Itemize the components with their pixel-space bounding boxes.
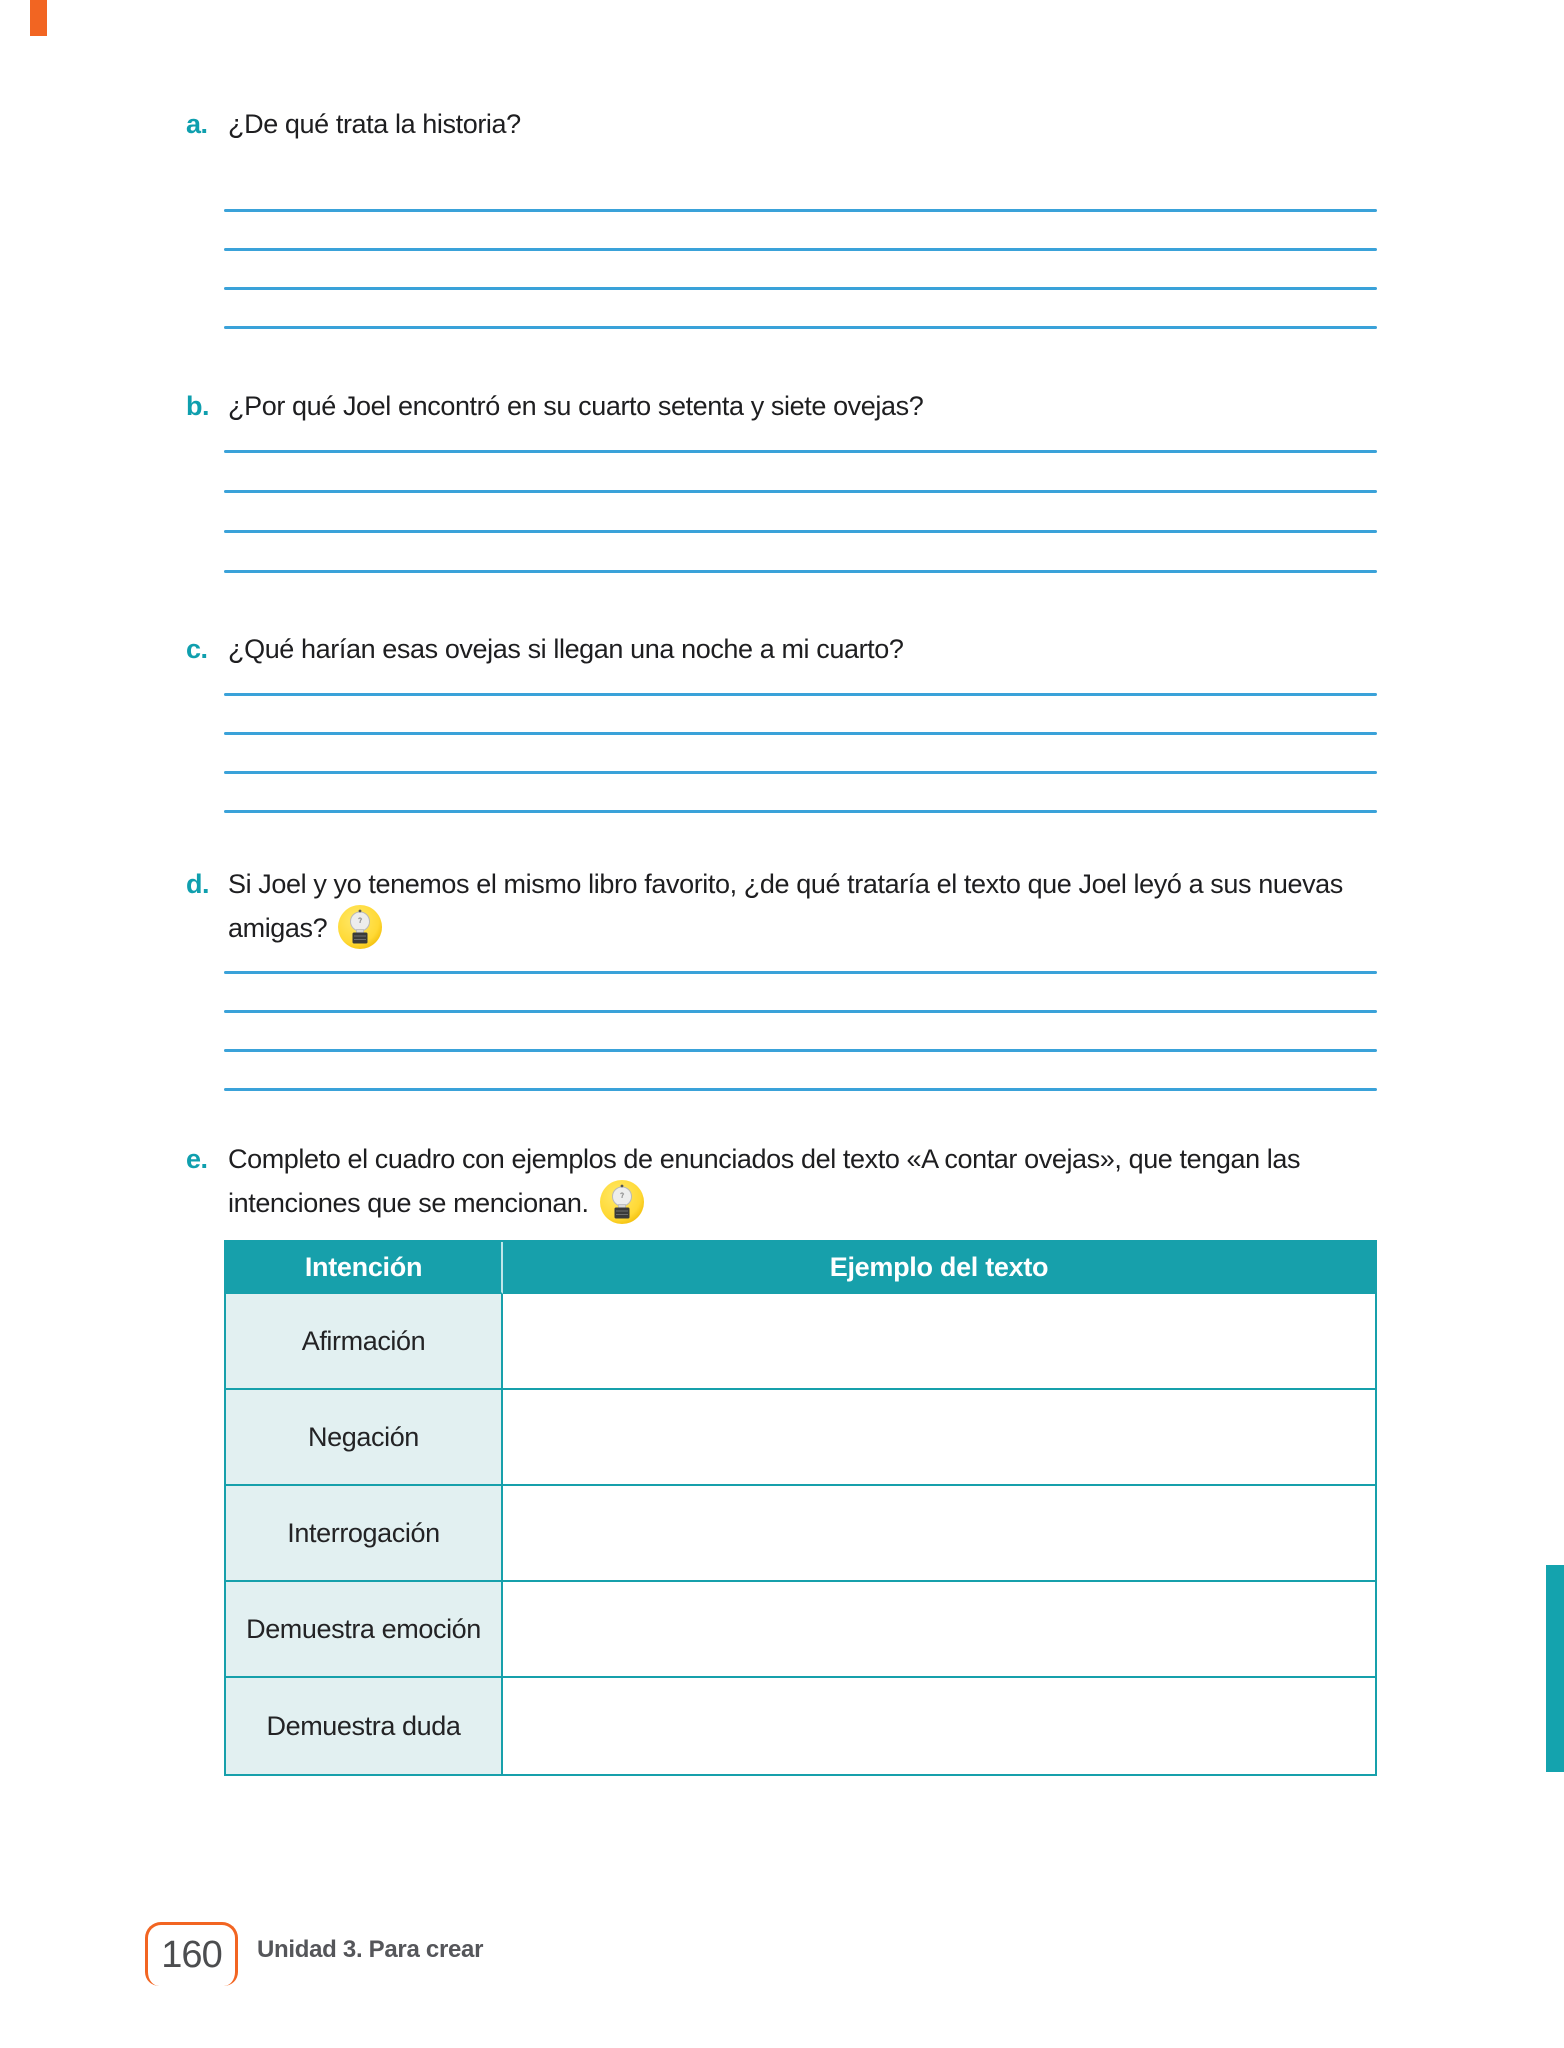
answer-writing-line xyxy=(224,732,1377,735)
orange-bleed-tab xyxy=(30,0,47,36)
answer-writing-line xyxy=(224,771,1377,774)
table-cell-intent-label: Demuestra duda xyxy=(226,1678,503,1774)
answer-writing-line xyxy=(224,490,1377,493)
question-letter: a. xyxy=(186,109,208,139)
table-header-intencion: Intención xyxy=(226,1242,503,1294)
page-number-box xyxy=(145,1922,238,1986)
answer-writing-line xyxy=(224,209,1377,212)
question-item xyxy=(186,864,1406,950)
question-letter: b. xyxy=(186,391,209,421)
question-item xyxy=(186,386,1406,426)
table-cell-example xyxy=(503,1582,1375,1678)
table-cell-intent-label: Interrogación xyxy=(226,1486,503,1582)
question-text-line: ¿Qué harían esas ovejas si llegan una noche a mi cuarto? xyxy=(228,634,904,664)
question-letter: c. xyxy=(186,634,208,664)
question-text-line: amigas? xyxy=(228,913,328,943)
table-cell-intent-label: Negación xyxy=(226,1390,503,1486)
table-header-ejemplo: Ejemplo del texto xyxy=(503,1242,1375,1294)
question-item xyxy=(186,629,1406,669)
intentions-table xyxy=(224,1240,1377,1776)
question-item xyxy=(186,1139,1406,1225)
question-text xyxy=(228,386,923,426)
answer-writing-line xyxy=(224,1010,1377,1013)
table-cell-example xyxy=(503,1294,1375,1390)
question-item xyxy=(186,104,1406,144)
question-text-line: Si Joel y yo tenemos el mismo libro favorito, ¿de qué trataría el texto que Joel leyó a sus nuevas xyxy=(228,869,1343,899)
answer-writing-line xyxy=(224,326,1377,329)
table-cell-intent-label: Afirmación xyxy=(226,1294,503,1390)
lightbulb-icon xyxy=(337,904,383,950)
answer-writing-line xyxy=(224,248,1377,251)
unit-title: Unidad 3. Para crear xyxy=(257,1936,484,1963)
answer-writing-line xyxy=(224,287,1377,290)
question-text xyxy=(228,104,521,144)
question-letter: d. xyxy=(186,869,209,899)
lightbulb-icon xyxy=(599,1179,645,1225)
question-text-line: ¿Por qué Joel encontró en su cuarto setenta y siete ovejas? xyxy=(228,391,924,421)
question-text-line: ¿De qué trata la historia? xyxy=(228,109,521,139)
table-cell-example xyxy=(503,1486,1375,1582)
answer-writing-line xyxy=(224,530,1377,533)
question-text-line: intenciones que se mencionan. xyxy=(228,1188,589,1218)
page-number: 160 xyxy=(161,1934,222,1976)
answer-writing-line xyxy=(224,450,1377,453)
table-cell-example xyxy=(503,1390,1375,1486)
answer-writing-line xyxy=(224,971,1377,974)
question-text xyxy=(228,1139,1300,1225)
answer-writing-line xyxy=(224,1049,1377,1052)
table-cell-example xyxy=(503,1678,1375,1774)
answer-writing-line xyxy=(224,693,1377,696)
teal-bleed-tab xyxy=(1546,1565,1564,1772)
question-text xyxy=(228,864,1343,950)
question-letter: e. xyxy=(186,1144,208,1174)
table-cell-intent-label: Demuestra emoción xyxy=(226,1582,503,1678)
answer-writing-line xyxy=(224,570,1377,573)
answer-writing-line xyxy=(224,1088,1377,1091)
question-text-line: Completo el cuadro con ejemplos de enunciados del texto «A contar ovejas», que tengan las xyxy=(228,1144,1301,1174)
answer-writing-line xyxy=(224,810,1377,813)
question-text xyxy=(228,629,904,669)
